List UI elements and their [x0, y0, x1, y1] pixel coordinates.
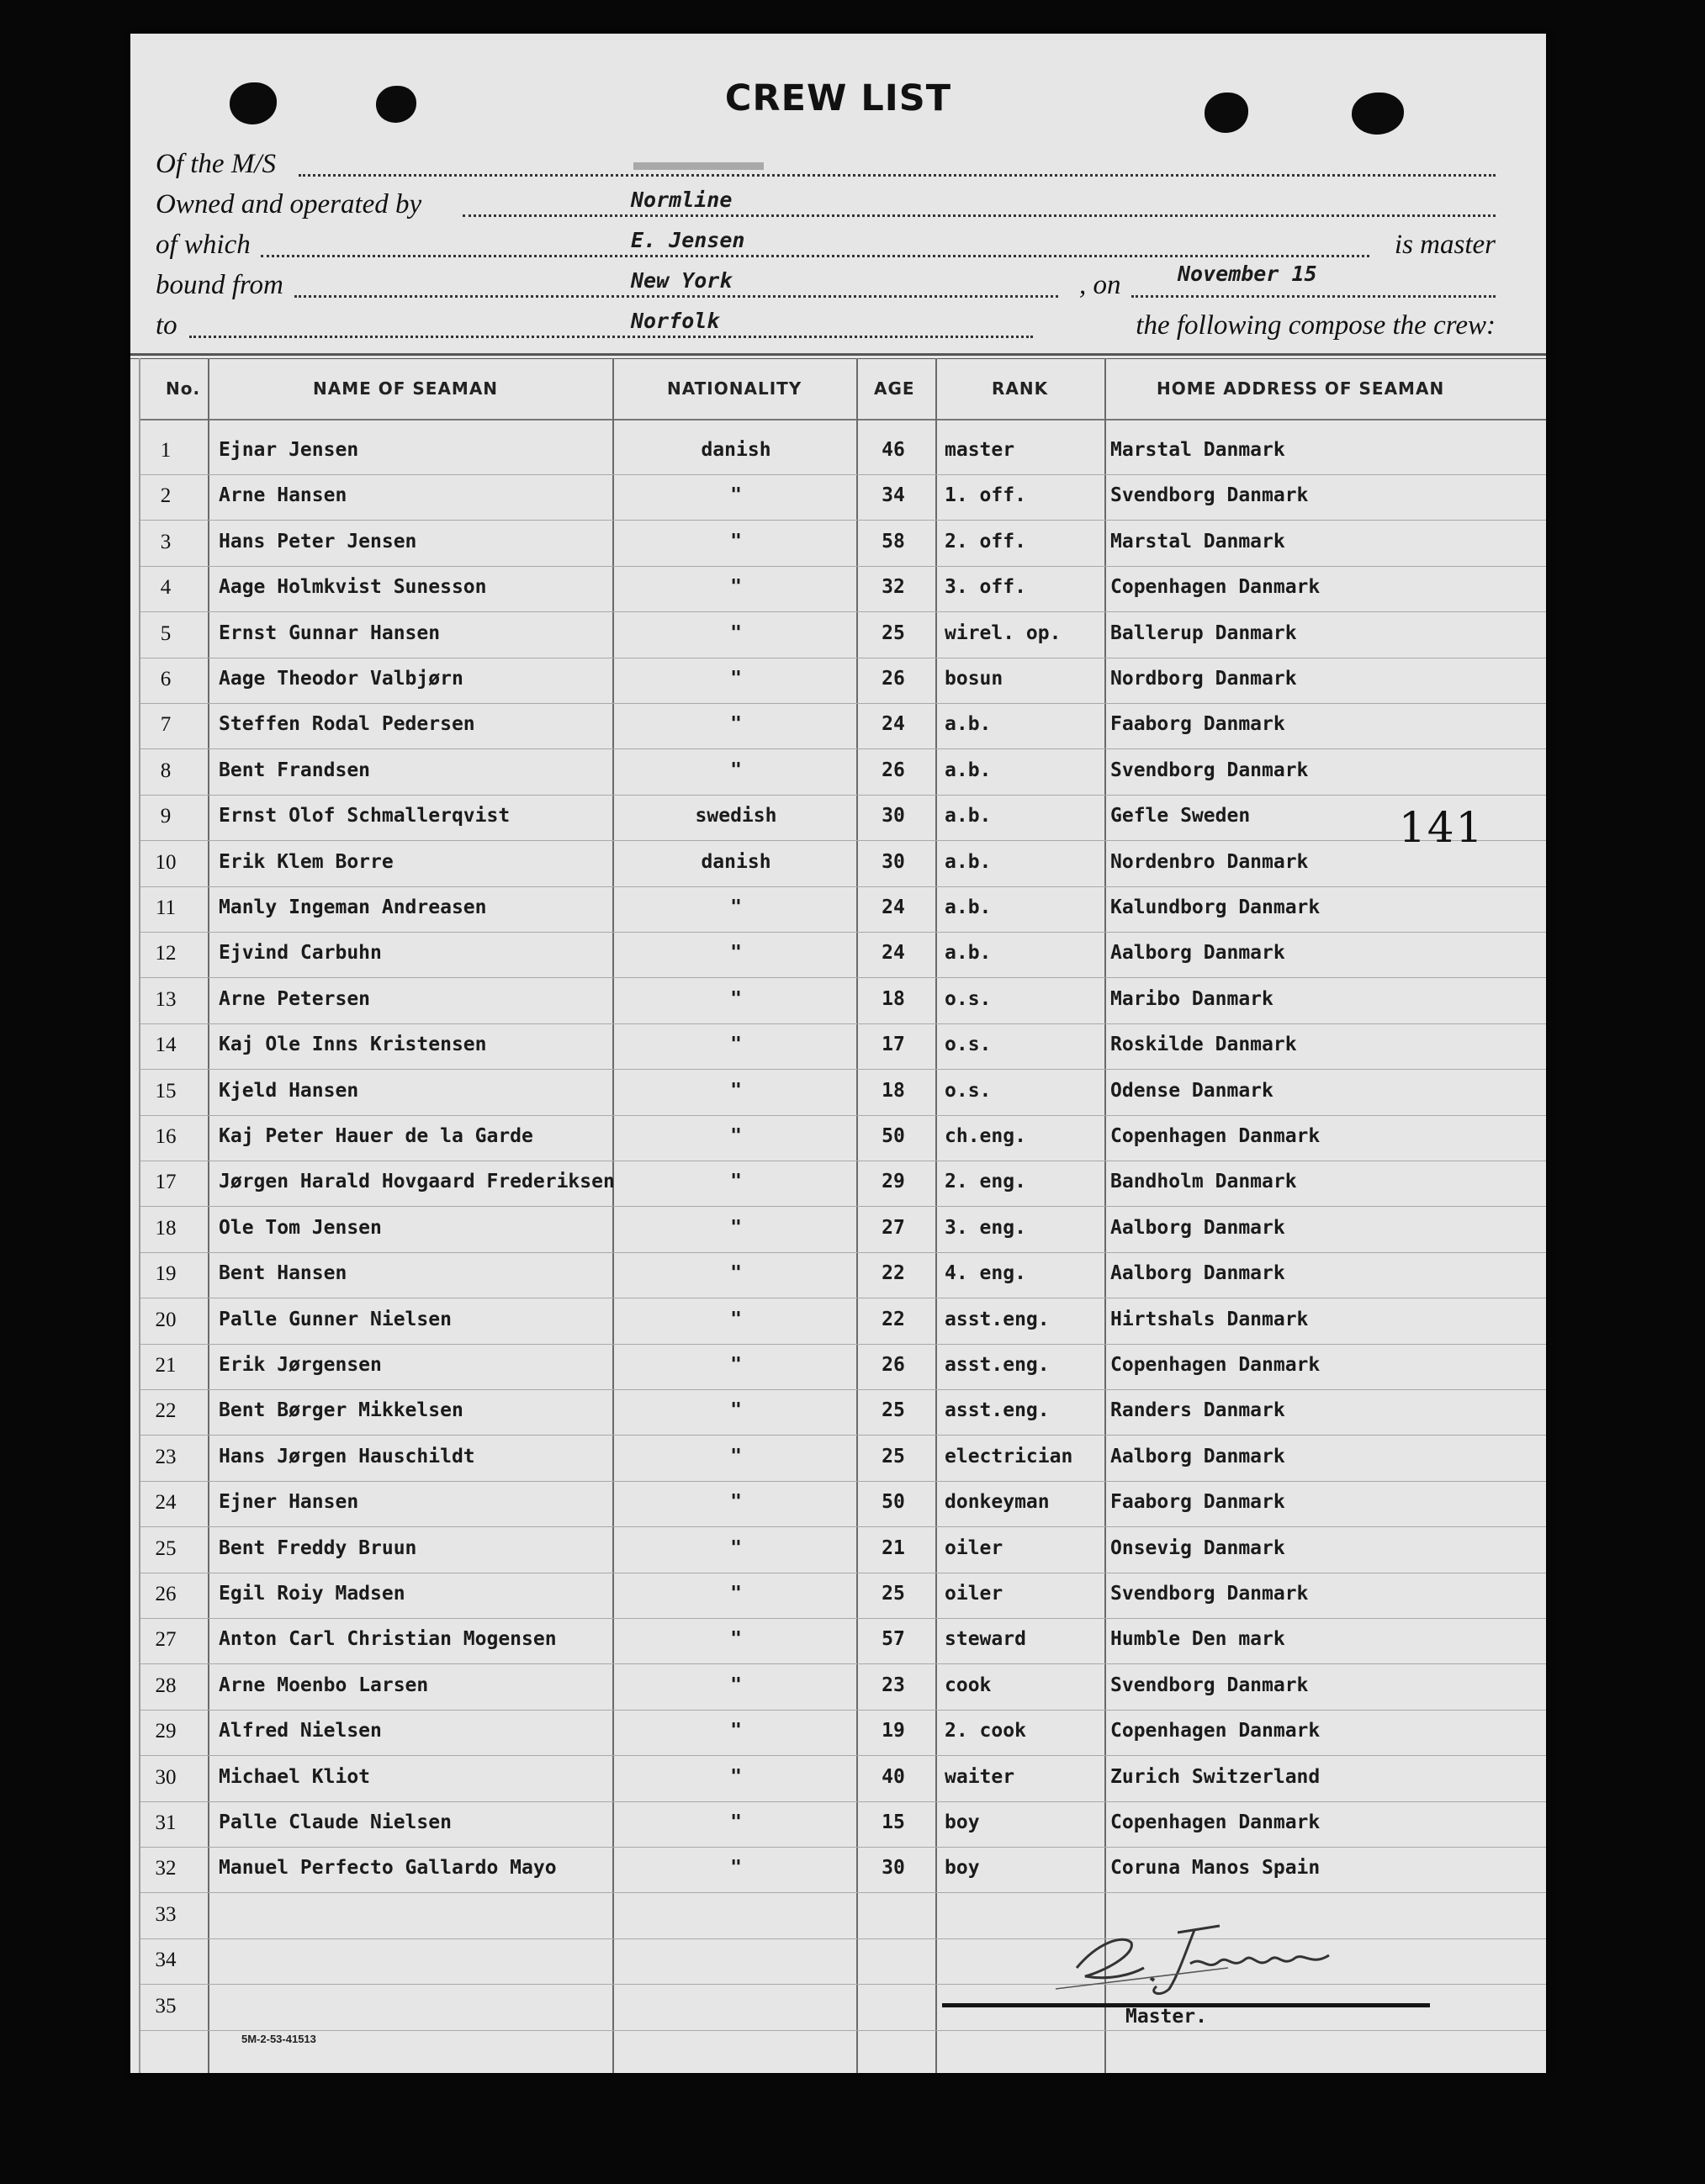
row-number: 3: [160, 531, 172, 553]
seaman-age: 21: [882, 1537, 905, 1559]
row-divider: [140, 840, 1546, 841]
seaman-nationality: ": [730, 1491, 742, 1513]
seaman-name: Bent Børger Mikkelsen: [219, 1399, 463, 1421]
row-divider: [140, 1710, 1546, 1711]
row-number: 10: [155, 851, 177, 874]
seaman-age: 46: [882, 439, 905, 461]
row-number: 25: [155, 1537, 177, 1560]
table-row: [130, 1346, 1546, 1391]
row-divider: [140, 1435, 1546, 1436]
seaman-address: Marstal Danmark: [1110, 439, 1285, 461]
seaman-rank: ch.eng.: [945, 1125, 1026, 1147]
col-header-address: HOME ADDRESS OF SEAMAN: [1157, 378, 1445, 399]
seaman-rank: wirel. op.: [945, 622, 1062, 644]
seaman-rank: 2. cook: [945, 1720, 1026, 1742]
seaman-age: 30: [882, 805, 905, 827]
date-value: November 15: [1178, 262, 1317, 286]
seaman-name: Aage Theodor Valbjørn: [219, 668, 463, 690]
seaman-age: 57: [882, 1628, 905, 1650]
seaman-name: Hans Jørgen Hauschildt: [219, 1446, 475, 1467]
seaman-address: Copenhagen Danmark: [1110, 1354, 1321, 1376]
seaman-rank: a.b.: [945, 851, 992, 873]
header-bottom-rule: [140, 419, 1546, 420]
seaman-address: Faaborg Danmark: [1110, 1491, 1285, 1513]
compose-label: the following compose the crew:: [1136, 310, 1496, 341]
seaman-nationality: ": [730, 622, 742, 644]
table-row: [130, 476, 1546, 521]
seaman-address: Zurich Switzerland: [1110, 1766, 1321, 1788]
seaman-age: 18: [882, 1080, 905, 1102]
row-divider: [140, 748, 1546, 749]
table-row: [130, 980, 1546, 1025]
seaman-name: Arne Petersen: [219, 988, 371, 1010]
to-label: to: [156, 310, 177, 341]
seaman-age: 19: [882, 1720, 905, 1742]
row-number: 14: [155, 1034, 177, 1056]
table-row: [130, 1071, 1546, 1117]
seaman-nationality: ": [730, 713, 742, 735]
seaman-name: Jørgen Harald Hovgaard Frederiksen: [219, 1171, 615, 1192]
table-row: [130, 568, 1546, 613]
row-number: 18: [155, 1217, 177, 1240]
row-divider: [140, 1755, 1546, 1756]
col-header-nationality: NATIONALITY: [667, 378, 802, 399]
seaman-nationality: ": [730, 1537, 742, 1559]
seaman-age: 30: [882, 851, 905, 873]
seaman-name: Manuel Perfecto Gallardo Mayo: [219, 1857, 557, 1879]
is-master-label: is master: [1394, 230, 1496, 260]
master-footer-label: Master.: [1125, 2006, 1207, 2028]
master-signature: [1051, 1909, 1388, 2002]
seaman-age: 22: [882, 1262, 905, 1284]
seaman-age: 58: [882, 531, 905, 553]
row-number: 9: [160, 805, 172, 828]
table-row: [130, 659, 1546, 705]
seaman-rank: boy: [945, 1811, 980, 1833]
seaman-rank: boy: [945, 1857, 980, 1879]
seaman-address: Maribo Danmark: [1110, 988, 1273, 1010]
seaman-rank: o.s.: [945, 988, 992, 1010]
seaman-rank: donkeyman: [945, 1491, 1050, 1513]
seaman-address: Kalundborg Danmark: [1110, 896, 1321, 918]
seaman-address: Svendborg Danmark: [1110, 1674, 1309, 1696]
seaman-rank: asst.eng.: [945, 1354, 1050, 1376]
row-divider: [140, 1252, 1546, 1253]
seaman-address: Onsevig Danmark: [1110, 1537, 1285, 1559]
row-number: 24: [155, 1491, 177, 1514]
bound-from-line: [156, 262, 1496, 304]
row-number: 21: [155, 1354, 177, 1377]
row-number: 4: [160, 576, 172, 599]
seaman-nationality: ": [730, 484, 742, 506]
seaman-rank: 4. eng.: [945, 1262, 1026, 1284]
seaman-name: Erik Klem Borre: [219, 851, 394, 873]
seaman-name: Kaj Ole Inns Kristensen: [219, 1034, 487, 1055]
row-divider: [140, 1801, 1546, 1802]
seaman-name: Bent Freddy Bruun: [219, 1537, 417, 1559]
seaman-address: Gefle Sweden: [1110, 805, 1251, 827]
seaman-nationality: ": [730, 576, 742, 598]
table-row: [130, 1758, 1546, 1803]
row-divider: [140, 795, 1546, 796]
seaman-rank: oiler: [945, 1537, 1003, 1559]
seaman-address: Copenhagen Danmark: [1110, 1811, 1321, 1833]
ship-name-line: [156, 150, 1496, 183]
seaman-age: 22: [882, 1309, 905, 1330]
table-row: [130, 1620, 1546, 1665]
row-number: 13: [155, 988, 177, 1011]
seaman-address: Hirtshals Danmark: [1110, 1309, 1309, 1330]
seaman-age: 25: [882, 1446, 905, 1467]
row-divider: [140, 1069, 1546, 1070]
seaman-rank: bosun: [945, 668, 1003, 690]
seaman-nationality: danish: [701, 439, 771, 461]
seaman-address: Nordborg Danmark: [1110, 668, 1297, 690]
on-label: , on: [1079, 270, 1121, 300]
table-row: [130, 1254, 1546, 1299]
seaman-rank: asst.eng.: [945, 1399, 1050, 1421]
seaman-rank: a.b.: [945, 942, 992, 964]
seaman-name: Palle Claude Nielsen: [219, 1811, 452, 1833]
seaman-nationality: ": [730, 1354, 742, 1376]
seaman-rank: 3. off.: [945, 576, 1026, 598]
seaman-rank: oiler: [945, 1583, 1003, 1605]
row-number: 34: [155, 1949, 177, 1971]
seaman-address: Svendborg Danmark: [1110, 759, 1309, 781]
seaman-address: Odense Danmark: [1110, 1080, 1273, 1102]
destination-dots: [189, 336, 1033, 338]
seaman-address: Copenhagen Danmark: [1110, 576, 1321, 598]
col-header-no: No.: [166, 378, 201, 399]
owner-dots: [463, 214, 1496, 217]
seaman-rank: a.b.: [945, 759, 992, 781]
seaman-name: Erik Jørgensen: [219, 1354, 382, 1376]
table-row: [130, 1711, 1546, 1757]
seaman-address: Bandholm Danmark: [1110, 1171, 1297, 1192]
seaman-rank: steward: [945, 1628, 1026, 1650]
row-number: 12: [155, 942, 177, 965]
seaman-name: Ernst Olof Schmallerqvist: [219, 805, 511, 827]
seaman-address: Faaborg Danmark: [1110, 713, 1285, 735]
seaman-name: Hans Peter Jensen: [219, 531, 417, 553]
row-divider: [140, 1892, 1546, 1893]
seaman-name: Kjeld Hansen: [219, 1080, 359, 1102]
seaman-rank: 3. eng.: [945, 1217, 1026, 1239]
seaman-age: 25: [882, 622, 905, 644]
row-number: 23: [155, 1446, 177, 1468]
seaman-name: Bent Frandsen: [219, 759, 371, 781]
table-row: [130, 1483, 1546, 1528]
table-row: [130, 1437, 1546, 1483]
row-divider: [140, 932, 1546, 933]
table-row: [130, 751, 1546, 796]
seaman-age: 24: [882, 713, 905, 735]
table-row: [130, 1529, 1546, 1574]
seaman-address: Svendborg Danmark: [1110, 1583, 1309, 1605]
seaman-name: Steffen Rodal Pedersen: [219, 713, 475, 735]
seaman-age: 27: [882, 1217, 905, 1239]
row-number: 5: [160, 622, 172, 645]
table-row: [130, 1300, 1546, 1346]
row-number: 15: [155, 1080, 177, 1103]
seaman-rank: o.s.: [945, 1034, 992, 1055]
seaman-rank: o.s.: [945, 1080, 992, 1102]
master-dots: [261, 255, 1369, 257]
page-number: 141: [1399, 803, 1485, 852]
row-number: 19: [155, 1262, 177, 1285]
seaman-age: 50: [882, 1125, 905, 1147]
row-divider: [140, 886, 1546, 887]
seaman-address: Marstal Danmark: [1110, 531, 1285, 553]
of-the-label: Of the M/S: [156, 149, 276, 179]
seaman-address: Aalborg Danmark: [1110, 1446, 1285, 1467]
seaman-age: 40: [882, 1766, 905, 1788]
row-divider: [140, 1023, 1546, 1024]
table-row: [130, 1666, 1546, 1711]
row-divider: [140, 1389, 1546, 1390]
seaman-name: Arne Hansen: [219, 484, 347, 506]
seaman-nationality: ": [730, 1446, 742, 1467]
seaman-rank: a.b.: [945, 713, 992, 735]
table-row: [130, 843, 1546, 888]
seaman-nationality: ": [730, 668, 742, 690]
seaman-nationality: ": [730, 1080, 742, 1102]
seaman-rank: a.b.: [945, 896, 992, 918]
row-number: 32: [155, 1857, 177, 1880]
seaman-nationality: ": [730, 896, 742, 918]
table-row: [130, 933, 1546, 979]
owner-value: Normline: [631, 188, 733, 212]
seaman-age: 25: [882, 1399, 905, 1421]
seaman-name: Bent Hansen: [219, 1262, 347, 1284]
row-number: 8: [160, 759, 172, 782]
bound-from-value: New York: [631, 268, 733, 293]
row-number: 1: [160, 439, 172, 462]
seaman-age: 24: [882, 896, 905, 918]
seaman-address: Ballerup Danmark: [1110, 622, 1297, 644]
seaman-name: Michael Kliot: [219, 1766, 371, 1788]
seaman-name: Palle Gunner Nielsen: [219, 1309, 452, 1330]
crew-list-document: [130, 34, 1546, 2073]
row-number: 35: [155, 1995, 177, 2017]
row-divider: [140, 977, 1546, 978]
seaman-address: Aalborg Danmark: [1110, 1262, 1285, 1284]
row-divider: [140, 1115, 1546, 1116]
seaman-name: Alfred Nielsen: [219, 1720, 382, 1742]
row-divider: [140, 1618, 1546, 1619]
seaman-name: Ole Tom Jensen: [219, 1217, 382, 1239]
table-row: [130, 1848, 1546, 1894]
seaman-nationality: ": [730, 1857, 742, 1879]
seaman-nationality: ": [730, 1034, 742, 1055]
seaman-age: 26: [882, 1354, 905, 1376]
seaman-rank: electrician: [945, 1446, 1073, 1467]
seaman-address: Copenhagen Danmark: [1110, 1125, 1321, 1147]
seaman-address: Coruna Manos Spain: [1110, 1857, 1321, 1879]
row-divider: [140, 566, 1546, 567]
seaman-age: 24: [882, 942, 905, 964]
seaman-address: Roskilde Danmark: [1110, 1034, 1297, 1055]
seaman-rank: 1. off.: [945, 484, 1026, 506]
seaman-nationality: ": [730, 531, 742, 553]
seaman-address: Randers Danmark: [1110, 1399, 1285, 1421]
row-number: 16: [155, 1125, 177, 1148]
row-divider: [140, 1344, 1546, 1345]
seaman-rank: asst.eng.: [945, 1309, 1050, 1330]
seaman-rank: master: [945, 439, 1015, 461]
seaman-rank: 2. off.: [945, 531, 1026, 553]
seaman-age: 26: [882, 668, 905, 690]
row-number: 30: [155, 1766, 177, 1789]
row-number: 28: [155, 1674, 177, 1697]
seaman-age: 26: [882, 759, 905, 781]
table-row: [130, 705, 1546, 750]
seaman-age: 18: [882, 988, 905, 1010]
seaman-age: 29: [882, 1171, 905, 1192]
row-number: 22: [155, 1399, 177, 1422]
owner-line: [156, 190, 1496, 224]
seaman-name: Arne Moenbo Larsen: [219, 1674, 429, 1696]
bound-from-dots: [294, 295, 1058, 298]
row-divider: [140, 1847, 1546, 1848]
row-number: 33: [155, 1903, 177, 1926]
row-number: 17: [155, 1171, 177, 1193]
row-divider: [140, 1481, 1546, 1482]
seaman-name: Manly Ingeman Andreasen: [219, 896, 487, 918]
seaman-nationality: danish: [701, 851, 771, 873]
seaman-nationality: ": [730, 1674, 742, 1696]
ship-name-redacted: [633, 162, 764, 170]
seaman-address: Aalborg Danmark: [1110, 1217, 1285, 1239]
row-number: 6: [160, 668, 172, 690]
table-row: [130, 1574, 1546, 1620]
row-divider: [140, 520, 1546, 521]
seaman-name: Ejnar Jensen: [219, 439, 359, 461]
table-row: [130, 888, 1546, 933]
seaman-name: Kaj Peter Hauer de la Garde: [219, 1125, 533, 1147]
seaman-rank: cook: [945, 1674, 992, 1696]
seaman-nationality: swedish: [695, 805, 777, 827]
seaman-nationality: ": [730, 1217, 742, 1239]
seaman-nationality: ": [730, 1399, 742, 1421]
form-number: 5M-2-53-41513: [241, 2033, 316, 2045]
seaman-address: Humble Den mark: [1110, 1628, 1285, 1650]
seaman-nationality: ": [730, 1811, 742, 1833]
row-divider: [140, 703, 1546, 704]
seaman-address: Aalborg Danmark: [1110, 942, 1285, 964]
row-number: 29: [155, 1720, 177, 1742]
seaman-address: Copenhagen Danmark: [1110, 1720, 1321, 1742]
seaman-name: Ejner Hansen: [219, 1491, 359, 1513]
table-top-rule-2: [130, 358, 1546, 359]
seaman-name: Anton Carl Christian Mogensen: [219, 1628, 557, 1650]
table-row: [130, 796, 1546, 842]
destination-line: [156, 311, 1496, 345]
row-number: 31: [155, 1811, 177, 1834]
row-number: 27: [155, 1628, 177, 1651]
row-divider: [140, 1206, 1546, 1207]
seaman-name: Aage Holmkvist Sunesson: [219, 576, 487, 598]
table-row: [130, 1208, 1546, 1254]
seaman-nationality: ": [730, 1262, 742, 1284]
of-which-label: of which: [156, 230, 251, 260]
seaman-rank: waiter: [945, 1766, 1015, 1788]
col-header-age: AGE: [874, 378, 915, 399]
seaman-nationality: ": [730, 1628, 742, 1650]
seaman-name: Ejvind Carbuhn: [219, 942, 382, 964]
row-number: 11: [155, 896, 177, 919]
table-row: [130, 431, 1546, 476]
destination-value: Norfolk: [631, 309, 720, 333]
seaman-age: 15: [882, 1811, 905, 1833]
row-number: 26: [155, 1583, 177, 1605]
col-header-name: NAME OF SEAMAN: [313, 378, 499, 399]
seaman-address: Nordenbro Danmark: [1110, 851, 1309, 873]
row-divider: [140, 1526, 1546, 1527]
seaman-age: 50: [882, 1491, 905, 1513]
owned-label: Owned and operated by: [156, 189, 422, 219]
row-number: 7: [160, 713, 172, 736]
table-row: [130, 1391, 1546, 1436]
seaman-age: 34: [882, 484, 905, 506]
row-divider: [140, 611, 1546, 612]
seaman-nationality: ": [730, 988, 742, 1010]
master-value: E. Jensen: [631, 228, 745, 252]
col-header-rank: RANK: [992, 378, 1049, 399]
seaman-rank: a.b.: [945, 805, 992, 827]
seaman-rank: 2. eng.: [945, 1171, 1026, 1192]
row-number: 2: [160, 484, 172, 507]
seaman-nationality: ": [730, 759, 742, 781]
seaman-age: 25: [882, 1583, 905, 1605]
seaman-age: 32: [882, 576, 905, 598]
row-divider: [140, 1663, 1546, 1664]
seaman-age: 30: [882, 1857, 905, 1879]
table-row: [130, 1803, 1546, 1848]
seaman-nationality: ": [730, 1125, 742, 1147]
row-divider: [140, 2030, 1546, 2031]
row-divider: [140, 474, 1546, 475]
seaman-age: 17: [882, 1034, 905, 1055]
ship-name-dots: [299, 174, 1496, 177]
table-row: [130, 522, 1546, 568]
seaman-nationality: ": [730, 1171, 742, 1192]
table-top-rule: [130, 353, 1546, 356]
seaman-name: Ernst Gunnar Hansen: [219, 622, 441, 644]
seaman-address: Svendborg Danmark: [1110, 484, 1309, 506]
seaman-age: 23: [882, 1674, 905, 1696]
seaman-nationality: ": [730, 1583, 742, 1605]
seaman-name: Egil Roiy Madsen: [219, 1583, 405, 1605]
table-row: [130, 1025, 1546, 1071]
seaman-nationality: ": [730, 1720, 742, 1742]
seaman-nationality: ": [730, 1309, 742, 1330]
seaman-nationality: ": [730, 1766, 742, 1788]
table-row: [130, 614, 1546, 659]
row-number: 20: [155, 1309, 177, 1331]
seaman-nationality: ": [730, 942, 742, 964]
table-row: [130, 1162, 1546, 1208]
master-line: [156, 230, 1496, 264]
date-dots: [1131, 295, 1496, 298]
document-title: CREW LIST: [724, 77, 952, 119]
table-row: [130, 1117, 1546, 1162]
bound-from-label: bound from: [156, 270, 283, 300]
